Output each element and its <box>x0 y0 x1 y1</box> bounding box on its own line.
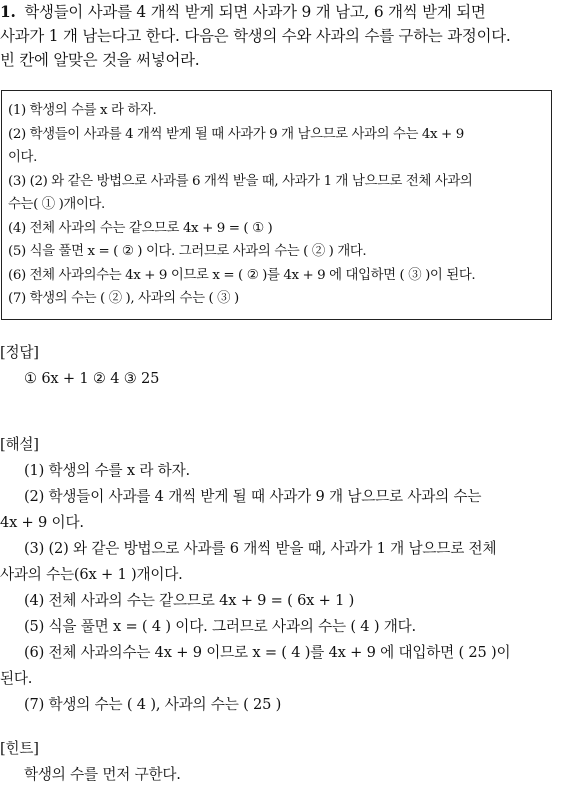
problem-text-line-2: 사과가 1 개 남는다고 한다. 다음은 학생의 수와 사과의 수를 구하는 과정이다. <box>0 27 511 45</box>
explanation-line-6: (6) 전체 사과의수는 4x + 9 이므로 x = ( 4 )를 4x + 9 에 대입하면 ( 25 )이 <box>24 644 511 661</box>
procedure-step-3: (3) (2) 와 같은 방법으로 사과를 6 개씩 받을 때, 사과가 1 개 남으므로 전체 사과의 <box>8 173 473 189</box>
procedure-step-5: (5) 식을 풀면 x = ( ② ) 이다. 그러므로 사과의 수는 ( ② ) 개다. <box>8 244 367 259</box>
procedure-step-2-cont: 이다. <box>8 150 37 165</box>
hint-section <box>0 736 573 788</box>
procedure-step-1: (1) 학생의 수를 x 라 하자. <box>8 103 157 118</box>
procedure-step-6: (6) 전체 사과의수는 4x + 9 이므로 x = ( ② )를 4x + 9 에 대입하면 ( ③ )이 된다. <box>8 267 476 283</box>
problem-statement <box>0 0 573 72</box>
procedure-box <box>1 90 552 320</box>
answer-text: ① 6x + 1 ② 4 ③ 25 <box>24 370 160 387</box>
procedure-step-2: (2) 학생들이 사과를 4 개씩 받게 될 때 사과가 9 개 남으므로 사과의 수는 4x + 9 <box>8 126 464 142</box>
procedure-step-4: (4) 전체 사과의 수는 같으므로 4x + 9 = ( ① ) <box>8 220 273 236</box>
explanation-line-7: (7) 학생의 수는 ( 4 ), 사과의 수는 ( 25 ) <box>24 696 282 713</box>
explanation-line-5: (5) 식을 풀면 x = ( 4 ) 이다. 그러므로 사과의 수는 ( 4 ) 개다. <box>24 618 416 635</box>
answer-title: [정답] <box>0 344 39 361</box>
problem-text-line-3: 빈 칸에 알맞은 것을 써넣어라. <box>0 51 200 69</box>
problem-number: 1. <box>0 3 16 21</box>
explanation-line-1: (1) 학생의 수를 x 라 하자. <box>24 462 190 479</box>
procedure-step-7: (7) 학생의 수는 ( ② ), 사과의 수는 ( ③ ) <box>8 291 239 306</box>
explanation-line-3-cont: 사과의 수는(6x + 1 )개이다. <box>0 566 183 583</box>
explanation-line-4: (4) 전체 사과의 수는 같으므로 4x + 9 = ( 6x + 1 ) <box>24 592 355 609</box>
explanation-line-2: (2) 학생들이 사과를 4 개씩 받게 될 때 사과가 9 개 남으므로 사과의 수는 <box>24 488 482 505</box>
problem-text-line-1: 학생들이 사과를 4 개씩 받게 되면 사과가 9 개 남고, 6 개씩 받게 되면 <box>24 3 486 21</box>
explanation-line-2-cont: 4x + 9 이다. <box>0 514 84 531</box>
explanation-line-3: (3) (2) 와 같은 방법으로 사과를 6 개씩 받을 때, 사과가 1 개 남으므로 전체 <box>24 540 497 557</box>
explanation-section <box>0 432 573 718</box>
explanation-title: [해설] <box>0 436 39 453</box>
hint-title: [힌트] <box>0 740 39 757</box>
explanation-line-6-cont: 된다. <box>0 670 33 687</box>
answer-section <box>0 340 573 392</box>
hint-text: 학생의 수를 먼저 구한다. <box>24 766 181 783</box>
procedure-step-3-cont: 수는( ① )개이다. <box>8 197 105 212</box>
